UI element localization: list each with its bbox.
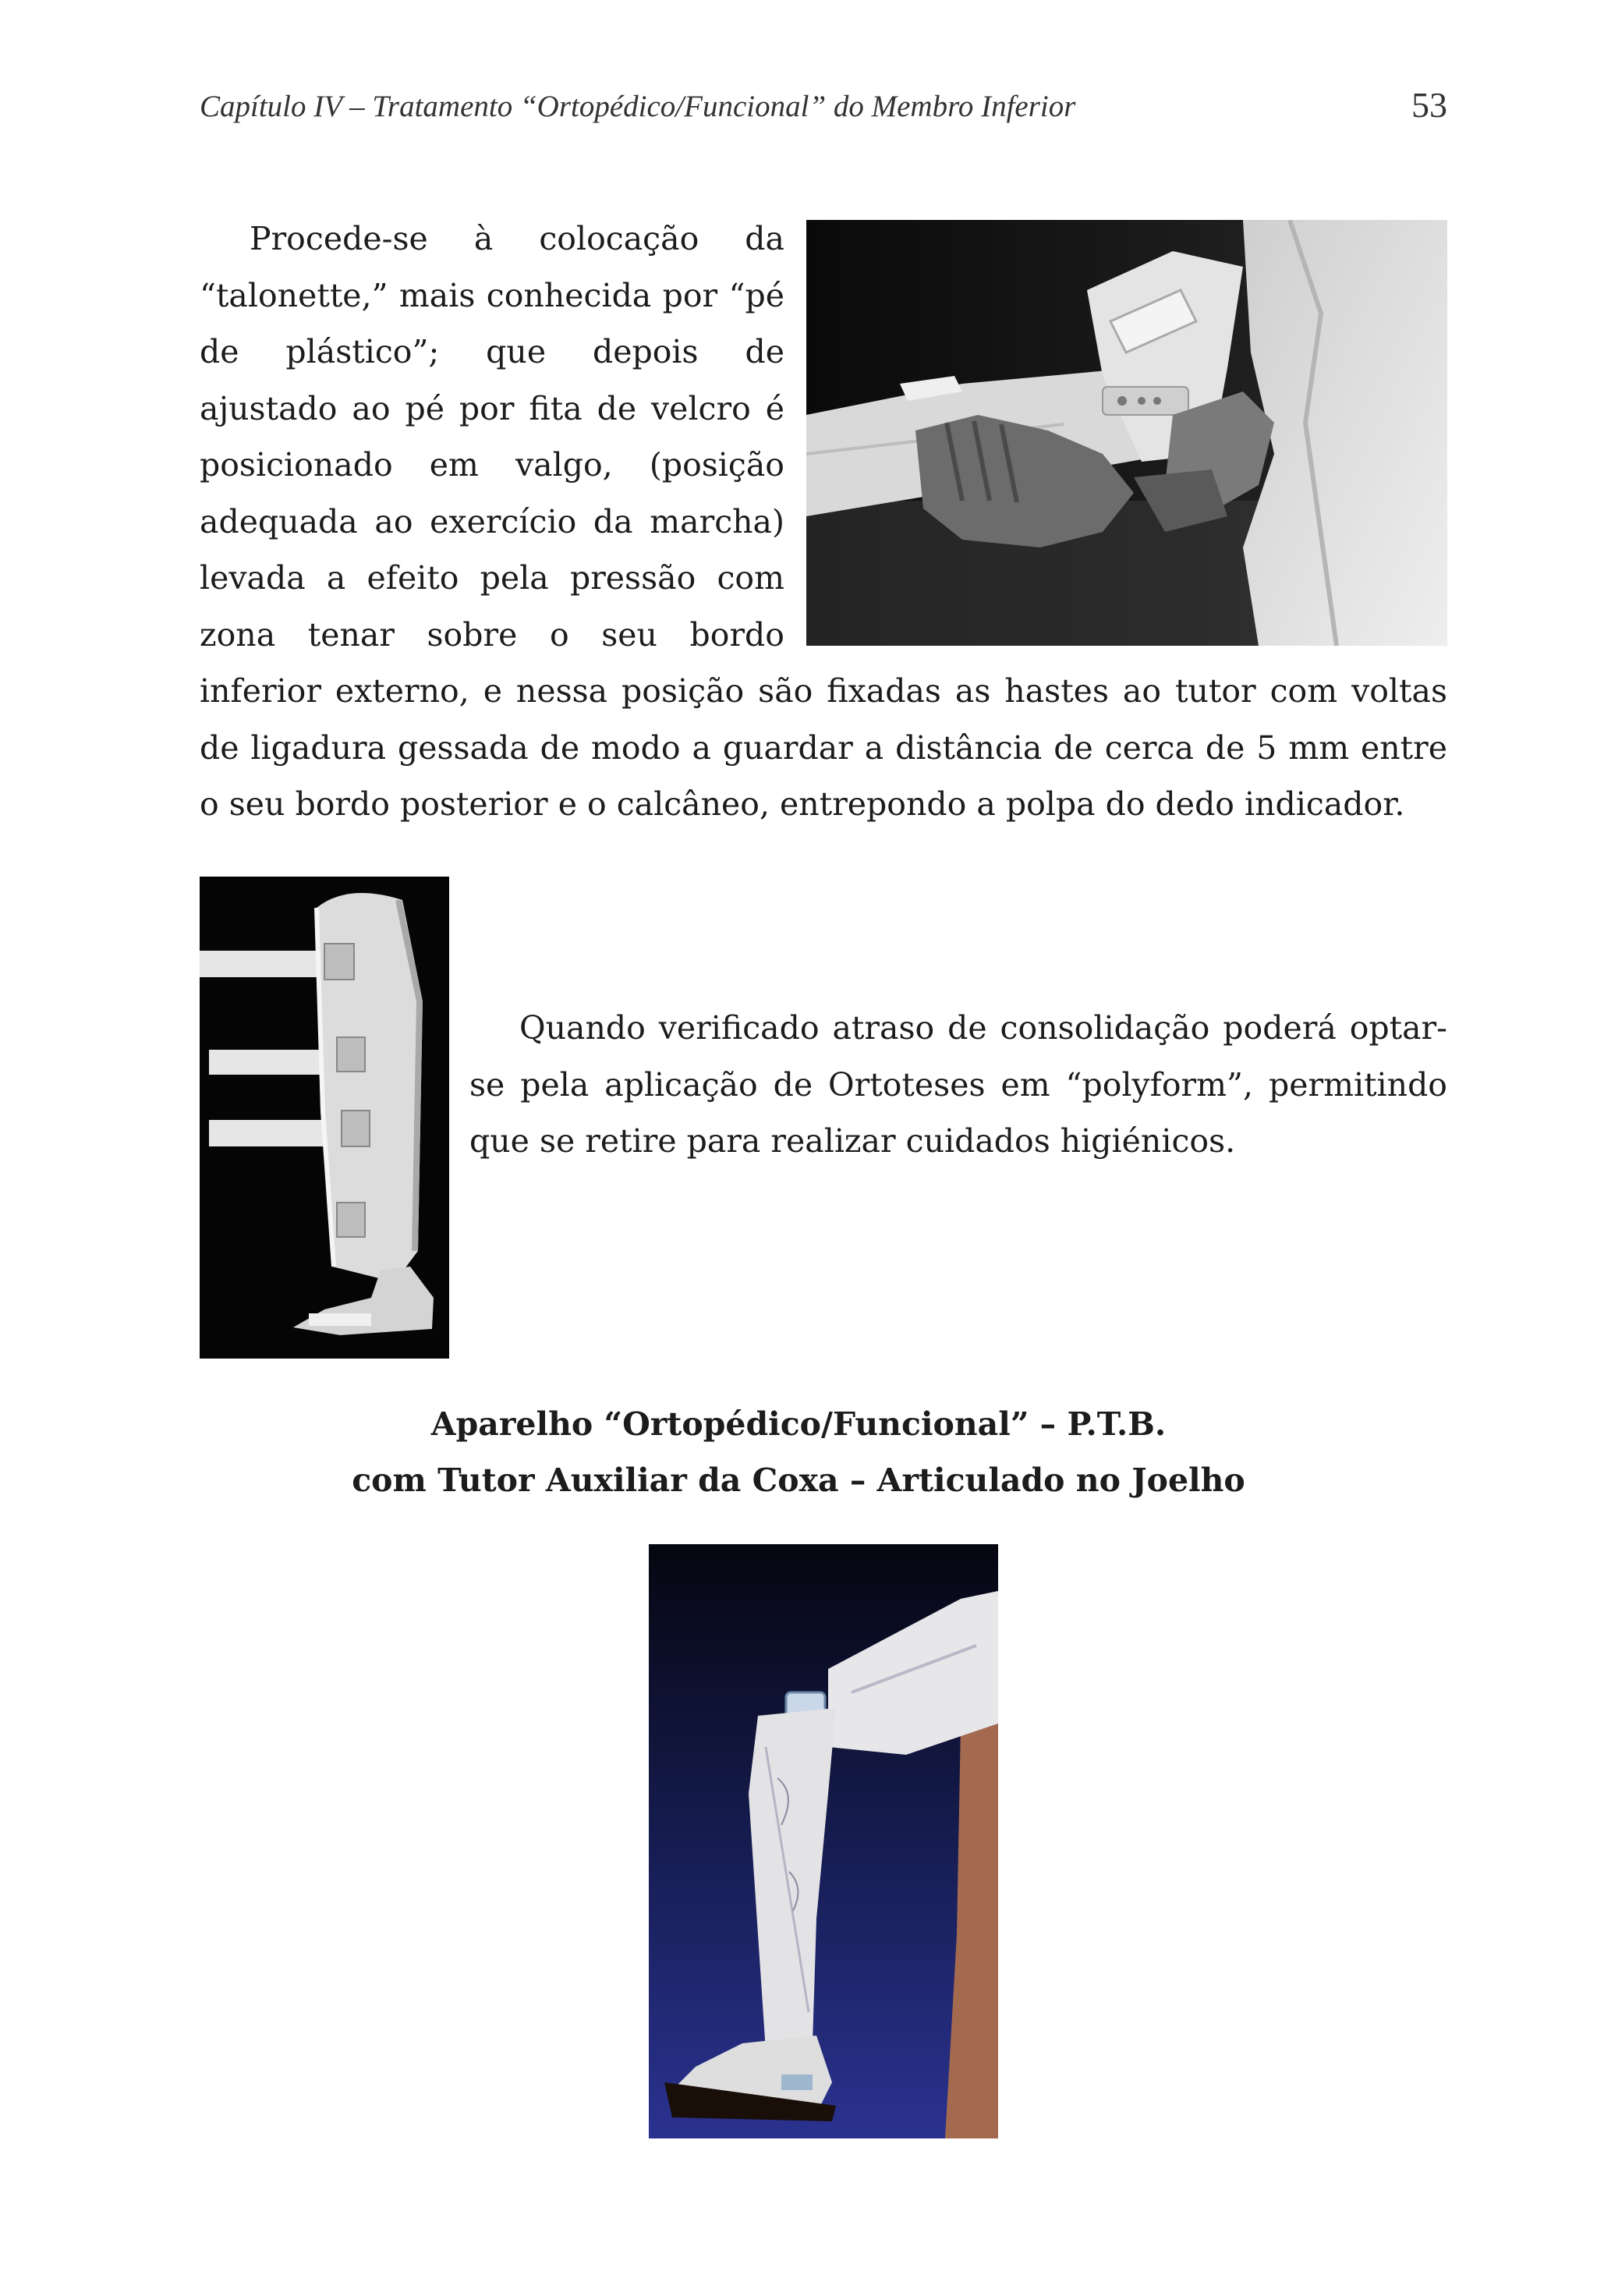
figure-caption-line-2: com Tutor Auxiliar da Coxa – Articulado no Joelho (352, 1462, 1245, 1499)
paragraph-polyform: Quando verificado atraso de consolidação poderá optar-se pela aplicação de Ortoteses em “polyform”, permitindo que se retire para realizar cuidados higiénicos. (469, 1009, 1447, 1160)
photo-polyform-orthosis (200, 877, 449, 1359)
polyform-orthosis-image (200, 877, 449, 1359)
figure-caption-line-1: Aparelho “Ortopédico/Funcional” – P.T.B. (430, 1405, 1167, 1443)
paragraph-talonette-block (200, 211, 1447, 833)
ptb-cast-leg-image (649, 1544, 998, 2138)
paragraph-talonette: Procede-se à colocação da “talonette,” mais conhecida por “pé de plástico”; que depois de ajustado ao pé por fita de velcro é posicionado em valgo, (posição adequada ao exercício da marcha) levada a efeito pela pressão com zona tenar sobre o seu bordo inferior externo, e nessa posição são fixadas as hastes ao tutor com voltas de ligadura gessada de modo a guardar a distância de cerca de 5 mm entre o seu bordo posterior e o calcâneo, entrepondo a polpa do dedo indicador. (200, 220, 1447, 823)
photo-ptb-cast-leg (649, 1544, 998, 2138)
running-head: Capítulo IV – Tratamento “Ortopédico/Funcional” do Membro Inferior (200, 90, 1076, 123)
page-number: 53 (1411, 85, 1447, 125)
photo-talonette-fitting (806, 220, 1447, 646)
talonette-fitting-image (806, 220, 1447, 646)
